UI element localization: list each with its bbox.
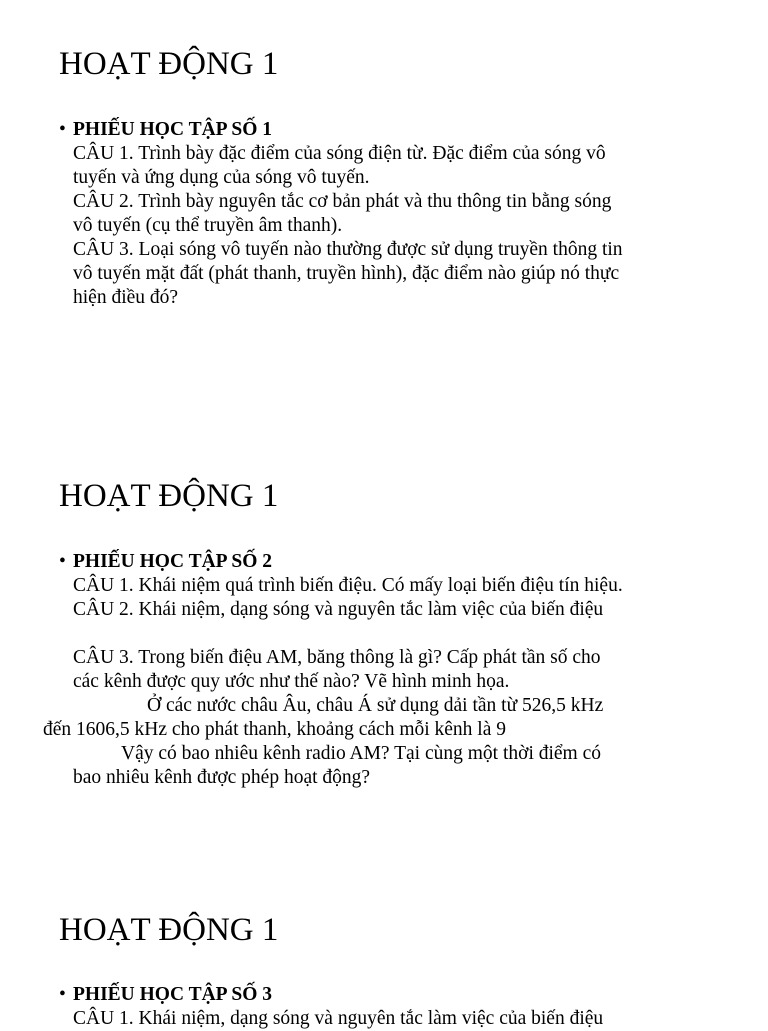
slide-title: HOẠT ĐỘNG 1 bbox=[59, 46, 279, 82]
bullet-icon: • bbox=[59, 984, 66, 1005]
question-line: vô tuyến (cụ thể truyền âm thanh). bbox=[73, 215, 343, 236]
worksheet-heading-text: PHIẾU HỌC TẬP SỐ 2 bbox=[73, 551, 273, 572]
question-line: đến 1606,5 kHz cho phát thanh, khoảng cách mỗi kênh là 9 bbox=[43, 719, 507, 740]
question-line: CÂU 1. Trình bày đặc điểm của sóng điện từ. Đặc điểm của sóng vô bbox=[73, 143, 606, 164]
question-line: bao nhiêu kênh được phép hoạt động? bbox=[73, 767, 371, 788]
bullet-icon: • bbox=[59, 551, 66, 572]
slide-2 bbox=[0, 430, 768, 860]
worksheet-heading bbox=[59, 118, 272, 142]
worksheet-questions bbox=[73, 142, 763, 310]
worksheet-questions bbox=[73, 1007, 763, 1031]
question-line: CÂU 1. Khái niệm, dạng sóng và nguyên tắc làm việc của biến điệu bbox=[73, 1008, 604, 1029]
worksheet-questions bbox=[43, 574, 763, 790]
slide-title: HOẠT ĐỘNG 1 bbox=[59, 478, 279, 514]
question-line: CÂU 1. Khái niệm quá trình biến điệu. Có mấy loại biến điệu tín hiệu. bbox=[73, 575, 623, 596]
slide-3 bbox=[0, 860, 768, 1029]
worksheet-heading bbox=[59, 983, 272, 1007]
worksheet-heading-text: PHIẾU HỌC TẬP SỐ 1 bbox=[73, 119, 273, 140]
question-line: hiện điều đó? bbox=[73, 287, 179, 308]
question-line: vô tuyến mặt đất (phát thanh, truyền hình), đặc điểm nào giúp nó thực bbox=[73, 263, 620, 284]
question-line: CÂU 3. Loại sóng vô tuyến nào thường được sử dụng truyền thông tin bbox=[73, 239, 623, 260]
bullet-icon: • bbox=[59, 119, 66, 140]
worksheet-heading-text: PHIẾU HỌC TẬP SỐ 3 bbox=[73, 984, 273, 1005]
blank-line bbox=[73, 622, 763, 646]
question-line: Vậy có bao nhiêu kênh radio AM? Tại cùng một thời điểm có bbox=[121, 743, 602, 764]
question-line: CÂU 2. Trình bày nguyên tắc cơ bản phát và thu thông tin bằng sóng bbox=[73, 191, 612, 212]
question-line: Ở các nước châu Âu, châu Á sử dụng dải tần từ 526,5 kHz bbox=[147, 695, 604, 716]
worksheet-heading bbox=[59, 550, 272, 574]
question-line: các kênh được quy ước như thế nào? Vẽ hình minh họa. bbox=[73, 671, 510, 692]
slide-1 bbox=[0, 0, 768, 430]
question-line: CÂU 2. Khái niệm, dạng sóng và nguyên tắc làm việc của biến điệu bbox=[73, 599, 604, 620]
question-line: CÂU 3. Trong biến điệu AM, băng thông là gì? Cấp phát tần số cho bbox=[73, 647, 601, 668]
question-line: tuyến và ứng dụng của sóng vô tuyến. bbox=[73, 167, 370, 188]
slide-title: HOẠT ĐỘNG 1 bbox=[59, 912, 279, 948]
